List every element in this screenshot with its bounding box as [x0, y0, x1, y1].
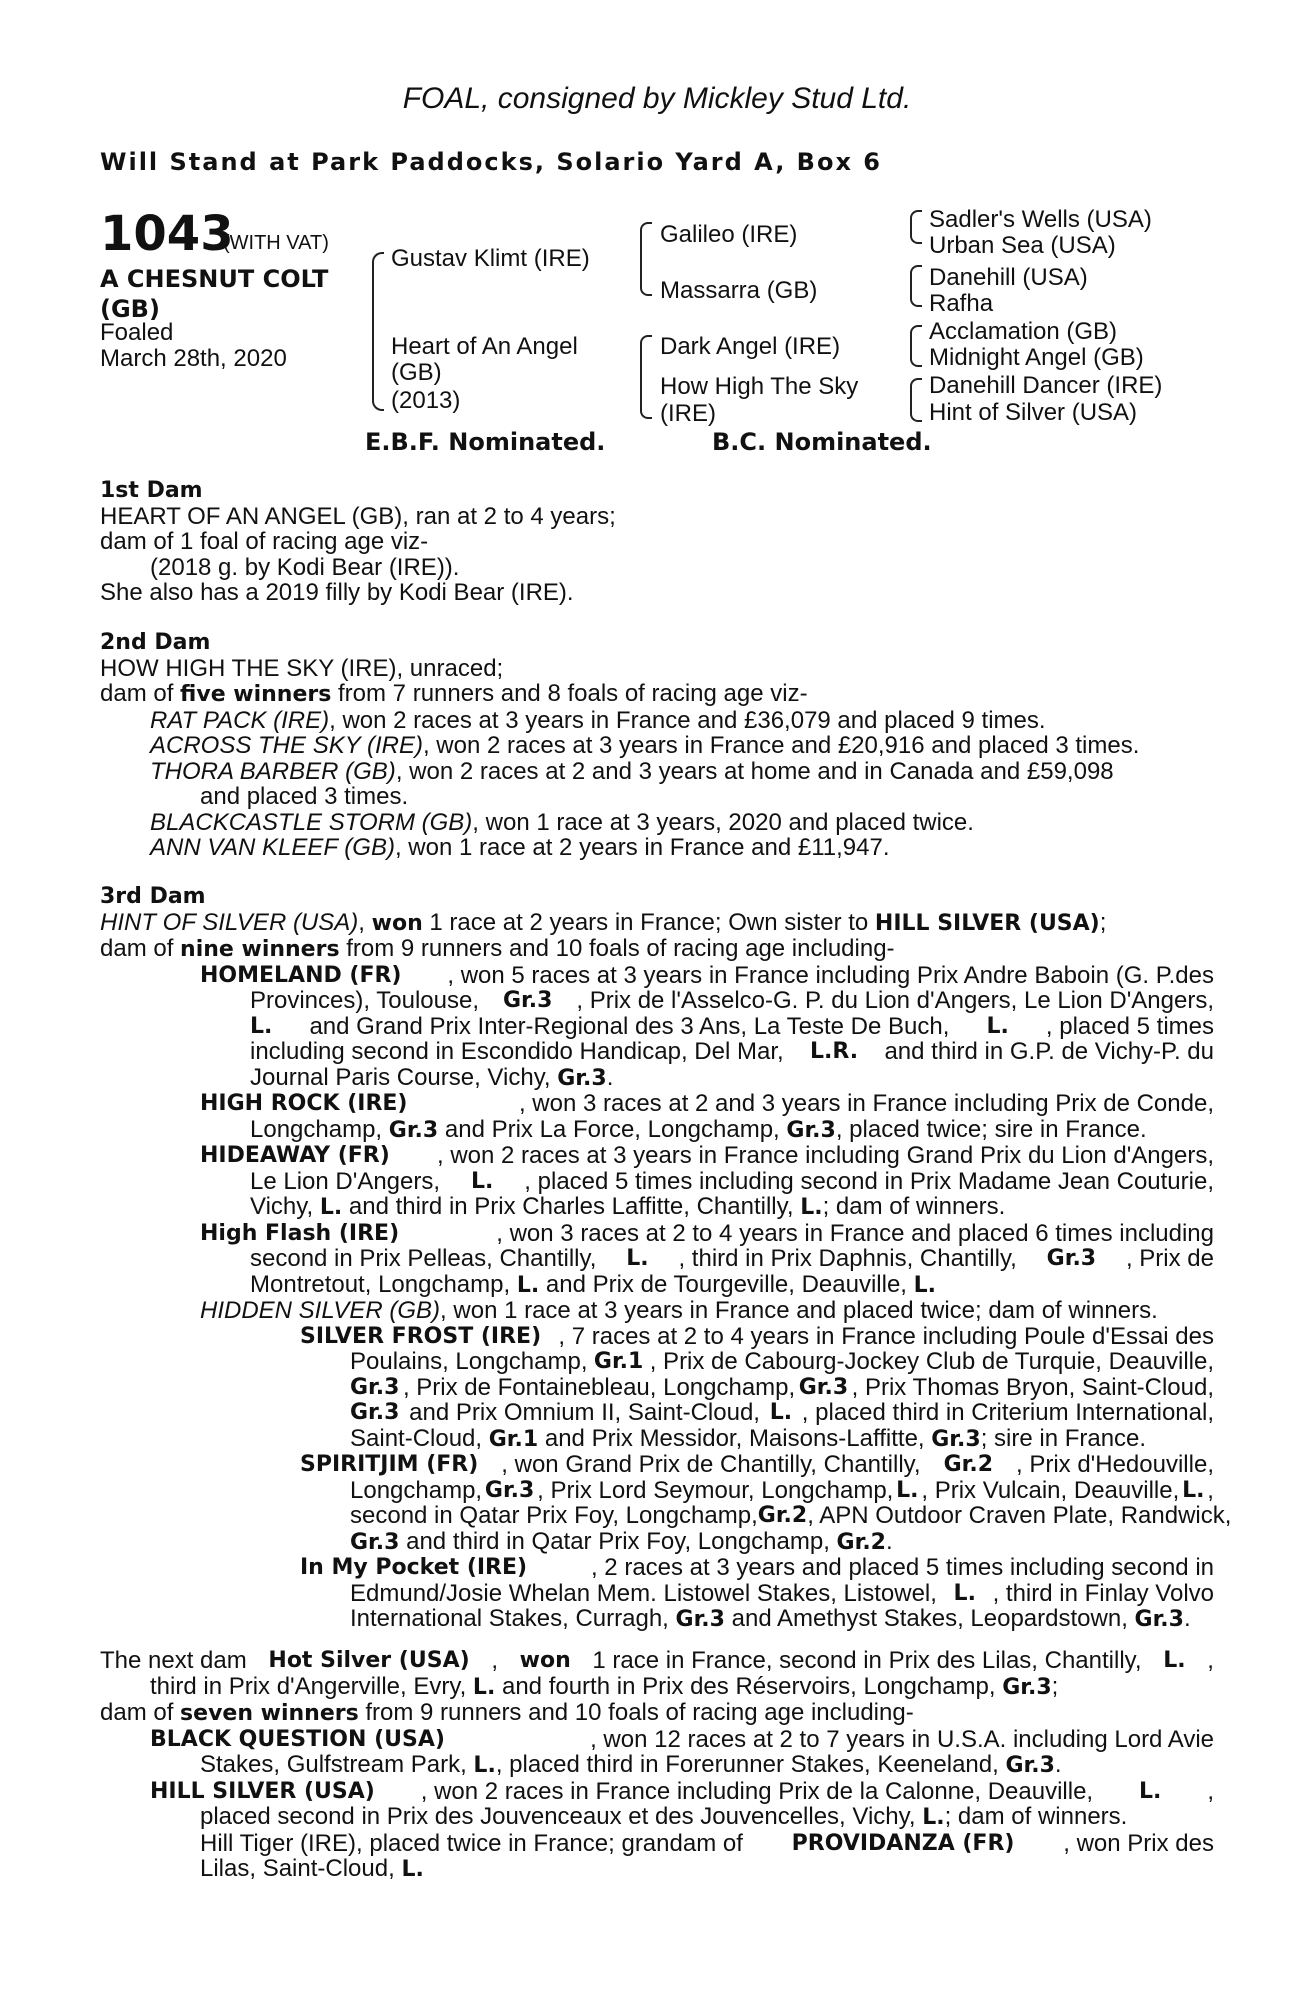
record-line — [100, 1674, 1214, 1701]
text-run: , Prix de — [1125, 1245, 1214, 1272]
bold-text: L. — [953, 1580, 976, 1606]
record-line — [100, 1648, 1214, 1674]
text-run: dam of — [100, 935, 181, 962]
produce-record — [100, 708, 1214, 734]
next-dam-produce-list — [100, 1648, 1214, 1883]
text-run: , Prix de Fontainebleau, Longchamp, — [402, 1373, 796, 1401]
foaled-date: March 28th, 2020 — [100, 345, 287, 372]
bold-text: Gr.3 — [502, 988, 553, 1013]
pedigree-g4: Rafha — [929, 290, 994, 317]
text-run: Longchamp, — [350, 1476, 483, 1504]
record-line — [100, 1221, 1214, 1247]
text-run: second in Prix Pelleas, Chantilly, — [250, 1245, 597, 1272]
text-run: ; — [1099, 908, 1107, 936]
text-run: , placed twice; sire in France. — [835, 1115, 1147, 1143]
stand-location: Will Stand at Park Paddocks, Solario Yard A, Box 6 — [100, 148, 882, 176]
third-dam-produce-list — [100, 961, 1232, 1633]
third-dam-section — [100, 884, 1232, 1633]
record-line — [100, 1502, 1232, 1529]
text-run: 1 race in France, second in Prix des Lilas, Chantilly, — [592, 1647, 1142, 1674]
record-line — [100, 1246, 1214, 1272]
text-run: , — [491, 1647, 498, 1674]
record-line — [100, 1804, 1214, 1831]
bold-text: Gr.1 — [593, 1349, 644, 1374]
bold-text: HIGH ROCK (IRE) — [200, 1091, 408, 1116]
record-line — [100, 1700, 1214, 1727]
text-run: , placed 5 times — [1045, 1012, 1214, 1040]
bold-text: PROVIDANZA (FR) — [791, 1830, 1015, 1856]
line-text — [200, 1297, 1158, 1324]
bold-text: Gr.3 — [931, 1426, 981, 1452]
bold-text: Gr.2 — [757, 1503, 808, 1528]
text-run: , won Grand Prix de Chantilly, Chantilly, — [501, 1451, 921, 1478]
text-run: , won 2 races in France including Prix de la Calonne, Deauville, — [420, 1777, 1094, 1805]
record-line — [100, 1752, 1214, 1779]
text-run: The next dam — [100, 1647, 247, 1674]
pedigree-sire-dam: Massarra (GB) — [660, 277, 818, 304]
second-dam-section — [100, 630, 1214, 861]
text-run: , third in Prix Daphnis, Chantilly, — [678, 1245, 1017, 1272]
text-run: third in Prix d'Angerville, Evry, — [150, 1672, 473, 1700]
record-line — [100, 1400, 1214, 1426]
text-run: from 9 runners and 10 foals of racing age including- — [358, 1699, 914, 1726]
line-text — [100, 1699, 914, 1726]
text-run: from 7 runners and 8 foals of racing age viz- — [331, 680, 808, 707]
bold-text: Gr.3 — [557, 1065, 607, 1091]
first-dam-line: HEART OF AN ANGEL (GB), ran at 2 to 4 years; — [100, 502, 616, 530]
pedigree-g6: Midnight Angel (GB) — [929, 344, 1144, 371]
horse-name: ANN VAN KLEEF (GB) — [150, 834, 395, 861]
text-run: dam of — [100, 680, 181, 707]
text-run: 1 race at 2 years in France; Own sister to — [422, 908, 875, 936]
pedigree-g1: Sadler's Wells (USA) — [929, 206, 1152, 233]
horse-name: ACROSS THE SKY (IRE) — [150, 732, 423, 759]
produce-record-continued: and placed 3 times. — [200, 783, 409, 810]
pedigree-dam-dam-line2: (IRE) — [660, 400, 716, 427]
line-text — [250, 1116, 1147, 1143]
bold-text: L. — [922, 1805, 945, 1830]
pedigree-sire-sire: Galileo (IRE) — [660, 221, 798, 248]
bold-text: Gr.3 — [350, 1400, 400, 1425]
text-run: from 9 runners and 10 foals of racing age including- — [339, 935, 895, 962]
line-text — [250, 1271, 936, 1298]
text-run: Saint-Cloud, — [350, 1424, 489, 1452]
second-dam-heading: 2nd Dam — [100, 630, 211, 655]
first-dam-line: (2018 g. by Kodi Bear (IRE)). — [150, 553, 460, 581]
text-run: , won 3 races at 2 and 3 years in France including Prix de Conde, — [518, 1090, 1214, 1117]
pedigree-dam-dam-line1: How High The Sky — [660, 373, 859, 400]
pedigree-brace-dam — [640, 335, 652, 419]
bold-text: L. — [626, 1246, 649, 1271]
pedigree-brace-sire — [640, 222, 652, 296]
record-line — [100, 1555, 1214, 1581]
horse-name: BLACKCASTLE STORM (GB) — [150, 808, 473, 836]
foaled-label: Foaled — [100, 319, 174, 346]
text-run: and Prix de Tourgeville, Deauville, — [539, 1270, 914, 1298]
horse-name: THORA BARBER (GB) — [150, 757, 396, 785]
bold-text: L. — [1139, 1778, 1162, 1804]
text-run: International Stakes, Curragh, — [350, 1605, 676, 1632]
ebf-nominated: E.B.F. Nominated. — [365, 428, 606, 456]
third-dam-line — [100, 910, 1214, 937]
bold-text: won — [519, 1648, 571, 1673]
italic-text: HINT OF SILVER (USA) — [100, 908, 359, 936]
record-line — [100, 1727, 1214, 1753]
text-run: Lilas, Saint-Cloud, — [200, 1855, 402, 1882]
pedigree-sire: Gustav Klimt (IRE) — [391, 245, 590, 272]
text-run: , 2 races at 3 years and placed 5 times including second in — [590, 1554, 1214, 1581]
bold-text: Gr.2 — [836, 1529, 886, 1555]
line-text — [250, 1064, 613, 1091]
pedigree-g5: Acclamation (GB) — [929, 318, 1118, 345]
bold-text: Gr.3 — [350, 1529, 400, 1555]
text-run: , APN Outdoor Craven Plate, Randwick, — [807, 1502, 1232, 1529]
text-run: Hill Tiger (IRE), placed twice in France; grandam of — [200, 1829, 743, 1857]
pedigree-dam-line2: (GB) — [391, 359, 442, 386]
line-text — [100, 935, 895, 962]
text-run: , won 12 races at 2 to 7 years in U.S.A. including Lord Avie — [590, 1725, 1214, 1753]
record-line — [100, 1349, 1214, 1375]
horse-name: RAT PACK (IRE) — [150, 706, 330, 734]
bold-text: L. — [250, 1013, 273, 1039]
record-line — [100, 1426, 1214, 1453]
first-dam-line: She also has a 2019 filly by Kodi Bear (IRE). — [100, 579, 574, 606]
bold-text: Gr.3 — [1002, 1674, 1052, 1700]
text-run: , — [1207, 1777, 1214, 1805]
bold-text: Gr.3 — [484, 1477, 535, 1503]
bold-text: L. — [896, 1477, 919, 1503]
lot-description-line2: (GB) — [100, 295, 160, 323]
text-run: placed second in Prix des Jouvenceaux et des Jouvencelles, Vichy, — [200, 1803, 923, 1830]
text-run: Provinces), Toulouse, — [250, 987, 480, 1014]
produce-record — [100, 733, 1214, 759]
text-run: dam of — [100, 1699, 181, 1726]
text-run: and Prix La Force, Longchamp, — [438, 1115, 787, 1143]
third-dam-heading: 3rd Dam — [100, 884, 206, 909]
text-run: , Prix Lord Seymour, Longchamp, — [537, 1476, 894, 1504]
pedigree-dam-line3: (2013) — [391, 387, 461, 414]
text-run: and Prix Messidor, Maisons-Laffitte, — [538, 1424, 932, 1452]
bold-text: L. — [472, 1674, 496, 1700]
line-text — [100, 909, 1106, 936]
bold-text: HOMELAND (FR) — [200, 962, 402, 988]
text-run: . — [606, 1063, 614, 1091]
bold-text: L. — [769, 1400, 793, 1425]
bold-text: SPIRITJIM (FR) — [300, 1452, 479, 1477]
line-text — [200, 1803, 1127, 1830]
pedigree-dam-line1: Heart of An Angel — [391, 333, 578, 360]
bold-text: Gr.3 — [1134, 1607, 1184, 1632]
pedigree-g7: Danehill Dancer (IRE) — [929, 372, 1163, 399]
pedigree-brace-g4 — [910, 378, 922, 422]
vat-label: (WITH VAT) — [223, 232, 329, 254]
text-run: ; dam of winners. — [944, 1803, 1128, 1830]
text-run: , Prix de Cabourg-Jockey Club de Turquie, Deauville, — [649, 1348, 1214, 1375]
bold-text: Gr.1 — [488, 1426, 539, 1452]
bold-text: Gr.3 — [786, 1117, 836, 1143]
text-run: , won 2 races at 2 and 3 years at home and in Canada and £59,098 — [395, 757, 1114, 785]
record-line — [100, 1014, 1214, 1040]
text-run: , won 2 races at 3 years in France and £36,079 and placed 9 times. — [329, 706, 1046, 734]
bold-text: HILL SILVER (USA) — [150, 1778, 375, 1804]
second-dam-line — [100, 681, 1214, 708]
bold-text: SILVER FROST (IRE) — [300, 1323, 542, 1349]
text-run: . — [885, 1527, 893, 1555]
text-run: , won 1 race at 3 years, 2020 and placed twice. — [472, 808, 974, 836]
text-run: Le Lion D'Angers, — [250, 1167, 441, 1195]
text-run: and third in G.P. de Vichy-P. du — [884, 1038, 1214, 1065]
text-run: , won 1 race at 3 years in France and placed twice; dam of winners. — [440, 1297, 1158, 1324]
pedigree-g2: Urban Sea (USA) — [929, 232, 1116, 259]
text-run: , won 5 races at 3 years in France including Prix Andre Baboin (G. P.des — [447, 961, 1214, 989]
pedigree-brace-sire-dam — [372, 252, 384, 411]
text-run: , placed 5 times including second in Prix Madame Jean Couturie, — [524, 1167, 1214, 1195]
record-line — [100, 1065, 1214, 1092]
record-line — [100, 1143, 1214, 1169]
bold-text: seven winners — [180, 1701, 359, 1726]
bold-text: HILL SILVER (USA) — [874, 910, 1100, 936]
text-run: Edmund/Josie Whelan Mem. Listowel Stakes, Listowel, — [350, 1579, 937, 1607]
bold-text: Gr.3 — [675, 1607, 725, 1632]
pedigree-dam-sire: Dark Angel (IRE) — [660, 333, 841, 360]
record-line — [100, 1606, 1214, 1633]
pedigree-brace-g2 — [910, 265, 922, 307]
text-run: and Prix Omnium II, Saint-Cloud, — [409, 1399, 760, 1426]
bold-text: nine winners — [180, 937, 340, 962]
text-run: . — [1054, 1751, 1062, 1778]
text-run: , placed third in Forerunner Stakes, Keeneland, — [495, 1751, 1006, 1778]
bold-text: L. — [473, 1753, 496, 1778]
record-line — [100, 1194, 1214, 1221]
lot-description-line1: A CHESNUT COLT — [100, 265, 329, 293]
bold-text: Hot Silver (USA) — [268, 1648, 470, 1673]
line-text — [200, 1855, 424, 1882]
bold-text: HIDEAWAY (FR) — [200, 1143, 390, 1168]
record-line — [100, 1272, 1214, 1299]
record-line — [100, 963, 1214, 989]
text-run: , won 2 races at 3 years in France and £20,916 and placed 3 times. — [422, 732, 1140, 759]
bold-text: Gr.3 — [388, 1117, 439, 1143]
record-line — [100, 1169, 1214, 1195]
bold-text: L. — [913, 1272, 937, 1298]
third-dam-line — [100, 936, 1214, 963]
bold-text: Gr.3 — [1005, 1753, 1055, 1778]
bold-text: won — [371, 910, 423, 936]
line-text — [350, 1425, 1146, 1452]
record-line — [100, 1529, 1214, 1556]
bold-text: L. — [1182, 1477, 1205, 1503]
pedigree-brace-g3 — [910, 325, 922, 367]
text-run: and third in Qatar Prix Foy, Longchamp, — [399, 1527, 837, 1555]
text-run: , — [1207, 1476, 1214, 1504]
text-run: , won 3 races at 2 to 4 years in France and placed 6 times including — [496, 1219, 1214, 1247]
bold-text: Gr.3 — [798, 1374, 849, 1400]
bold-text: L. — [800, 1195, 823, 1220]
record-line — [100, 1298, 1214, 1324]
record-line — [100, 1831, 1214, 1857]
bold-text: High Flash (IRE) — [200, 1220, 400, 1246]
record-line — [100, 1375, 1214, 1401]
pedigree-g3: Danehill (USA) — [929, 264, 1088, 291]
bold-text: L. — [401, 1857, 424, 1882]
record-line — [100, 1091, 1214, 1117]
text-run: . — [1183, 1605, 1191, 1632]
bold-text: Gr.2 — [943, 1452, 993, 1477]
line-text — [150, 1673, 1058, 1700]
text-run: , — [1207, 1647, 1214, 1674]
text-run: , won 2 races at 3 years in France including Grand Prix du Lion d'Angers, — [437, 1142, 1214, 1169]
text-run: , Prix d'Hedouville, — [1015, 1451, 1214, 1478]
record-line — [100, 1324, 1214, 1350]
text-run: ; sire in France. — [980, 1424, 1147, 1452]
bold-text: In My Pocket (IRE) — [300, 1555, 528, 1580]
text-run: , 7 races at 2 to 4 years in France including Poule d'Essai des — [558, 1322, 1214, 1350]
next-dam-section — [100, 1648, 1214, 1883]
bold-text: L. — [516, 1272, 540, 1298]
text-run: , — [358, 908, 372, 936]
text-run: including second in Escondido Handicap, Del Mar, — [250, 1038, 784, 1065]
text-run: , placed third in Criterium International, — [801, 1399, 1214, 1426]
line-text — [250, 1193, 1005, 1220]
text-run: , Prix Thomas Bryon, Saint-Cloud, — [851, 1373, 1214, 1401]
text-run: Montretout, Longchamp, — [250, 1270, 517, 1298]
lot-number: 1043 — [100, 206, 234, 262]
pedigree-g8: Hint of Silver (USA) — [929, 399, 1138, 426]
bold-text: Gr.3 — [1046, 1246, 1097, 1271]
text-run: , third in Finlay Volvo — [992, 1579, 1214, 1607]
text-run: Longchamp, — [250, 1115, 389, 1143]
line-text — [350, 1528, 893, 1555]
record-line — [100, 1856, 1214, 1883]
text-run: five winners — [180, 682, 332, 707]
text-run: and fourth in Prix des Réservoirs, Longchamp, — [495, 1672, 1003, 1700]
second-dam-line: HOW HIGH THE SKY (IRE), unraced; — [100, 654, 504, 682]
bold-text: BLACK QUESTION (USA) — [150, 1726, 445, 1752]
record-line — [100, 988, 1214, 1014]
italic-text: HIDDEN SILVER (GB) — [200, 1297, 441, 1324]
text-run: Poulains, Longchamp, — [350, 1348, 588, 1375]
record-line — [100, 1452, 1214, 1478]
first-dam-section — [100, 478, 1214, 606]
text-run: , won 1 race at 2 years in France and £11,947. — [394, 834, 890, 861]
pedigree-brace-g1 — [910, 210, 922, 244]
text-run: ; dam of winners. — [822, 1193, 1006, 1220]
first-dam-line: dam of 1 foal of racing age viz- — [100, 528, 429, 555]
text-run: Journal Paris Course, Vichy, — [250, 1063, 558, 1091]
record-line — [100, 1117, 1214, 1144]
line-text — [200, 1751, 1062, 1778]
bold-text: L. — [1163, 1648, 1186, 1673]
text-run: and Amethyst Stakes, Leopardstown, — [724, 1605, 1135, 1632]
produce-record — [100, 835, 1214, 861]
text-run: second in Qatar Prix Foy, Longchamp, — [350, 1502, 758, 1529]
text-run: and Grand Prix Inter-Regional des 3 Ans, La Teste De Buch, — [309, 1012, 950, 1040]
record-line — [100, 1039, 1214, 1065]
bold-text: Gr.3 — [350, 1374, 400, 1400]
produce-record — [100, 810, 1214, 836]
text-run: , Prix de l'Asselco-G. P. du Lion d'Angers, Le Lion D'Angers, — [576, 987, 1214, 1014]
first-dam-heading: 1st Dam — [100, 478, 203, 503]
consignment-line: FOAL, consigned by Mickley Stud Ltd. — [402, 82, 912, 115]
bold-text: L.R. — [810, 1039, 859, 1064]
bold-text: L. — [470, 1168, 494, 1194]
text-run: Vichy, — [250, 1193, 320, 1220]
text-run: Stakes, Gulfstream Park, — [200, 1751, 474, 1778]
record-line — [100, 1779, 1214, 1805]
line-text — [350, 1605, 1191, 1632]
lot-description — [100, 264, 328, 324]
text-run: and third in Prix Charles Laffitte, Chantilly, — [342, 1193, 801, 1220]
text-run: , won Prix des — [1063, 1829, 1214, 1857]
produce-record — [100, 759, 1214, 785]
text-run: , Prix Vulcain, Deauville, — [921, 1476, 1180, 1504]
record-line — [100, 1478, 1214, 1504]
bold-text: L. — [319, 1195, 343, 1220]
bc-nominated: B.C. Nominated. — [712, 428, 932, 456]
record-line — [100, 1581, 1214, 1607]
text-run: ; — [1051, 1672, 1059, 1700]
bold-text: L. — [986, 1013, 1009, 1039]
